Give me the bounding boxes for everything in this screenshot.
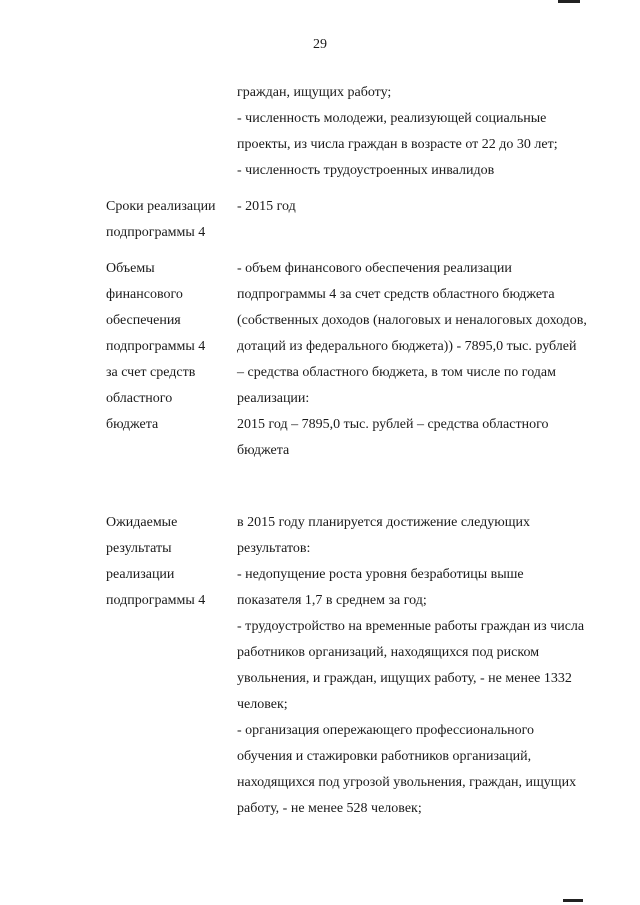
intro-line: проекты, из числа граждан в возрасте от 22 до 30 лет;	[237, 137, 558, 152]
terms-label	[106, 194, 234, 246]
results-content-line: результатов:	[237, 541, 311, 556]
intro-line: - численность трудоустроенных инвалидов	[237, 163, 495, 178]
results-content-line: - недопущение роста уровня безработицы выше	[237, 567, 524, 582]
funding-label-line: обеспечения	[106, 313, 181, 328]
funding-content-line: бюджета	[237, 443, 290, 458]
terms-label-line: Сроки реализации	[106, 199, 216, 214]
funding-label-line: финансового	[106, 287, 183, 302]
terms-label-line: подпрограммы 4	[106, 225, 206, 240]
results-content-line: - организация опережающего профессионального	[237, 723, 535, 738]
funding-label-line: областного	[106, 391, 173, 406]
funding-content-line: – средства областного бюджета, в том числе по годам	[237, 365, 556, 380]
funding-content-line: подпрограммы 4 за счет средств областного бюджета	[237, 287, 555, 302]
intro-line: граждан, ищущих работу;	[237, 85, 392, 100]
terms-content	[237, 194, 622, 220]
results-label-line: подпрограммы 4	[106, 593, 206, 608]
results-content-line: в 2015 году планируется достижение следующих	[237, 515, 530, 530]
results-content-line: работу, - не менее 528 человек;	[237, 801, 422, 816]
results-content-line: находящихся под угрозой увольнения, граждан, ищущих	[237, 775, 577, 790]
results-content-line: - трудоустройство на временные работы граждан из числа	[237, 619, 585, 634]
funding-content-line: 2015 год – 7895,0 тыс. рублей – средства областного	[237, 417, 549, 432]
results-content-line: человек;	[237, 697, 288, 712]
intro-content	[237, 80, 622, 184]
funding-content	[237, 256, 622, 464]
page-number: 29	[313, 37, 327, 52]
funding-label-line: бюджета	[106, 417, 159, 432]
funding-label-line: Объемы	[106, 261, 155, 276]
funding-label	[106, 256, 234, 438]
funding-content-line: дотаций из федерального бюджета)) - 7895,0 тыс. рублей	[237, 339, 577, 354]
results-content-line: увольнения, и граждан, ищущих работу, - не менее 1332	[237, 671, 572, 686]
terms-content-line: - 2015 год	[237, 199, 296, 214]
results-label-line: реализации	[106, 567, 175, 582]
results-label-line: результаты	[106, 541, 172, 556]
funding-content-line: - объем финансового обеспечения реализации	[237, 261, 512, 276]
results-label	[106, 510, 234, 614]
funding-label-line: подпрограммы 4	[106, 339, 206, 354]
scan-mark-top	[558, 0, 580, 3]
intro-line: - численность молодежи, реализующей социальные	[237, 111, 547, 126]
results-content-line: обучения и стажировки работников организаций,	[237, 749, 532, 764]
funding-content-line: реализации:	[237, 391, 310, 406]
results-content	[237, 510, 622, 822]
results-label-line: Ожидаемые	[106, 515, 178, 530]
funding-content-line: (собственных доходов (налоговых и неналоговых доходов,	[237, 313, 587, 328]
results-content-line: показателя 1,7 в среднем за год;	[237, 593, 427, 608]
results-content-line: работников организаций, находящихся под риском	[237, 645, 540, 660]
funding-label-line: за счет средств	[106, 365, 196, 380]
scan-mark-bottom	[563, 899, 583, 902]
